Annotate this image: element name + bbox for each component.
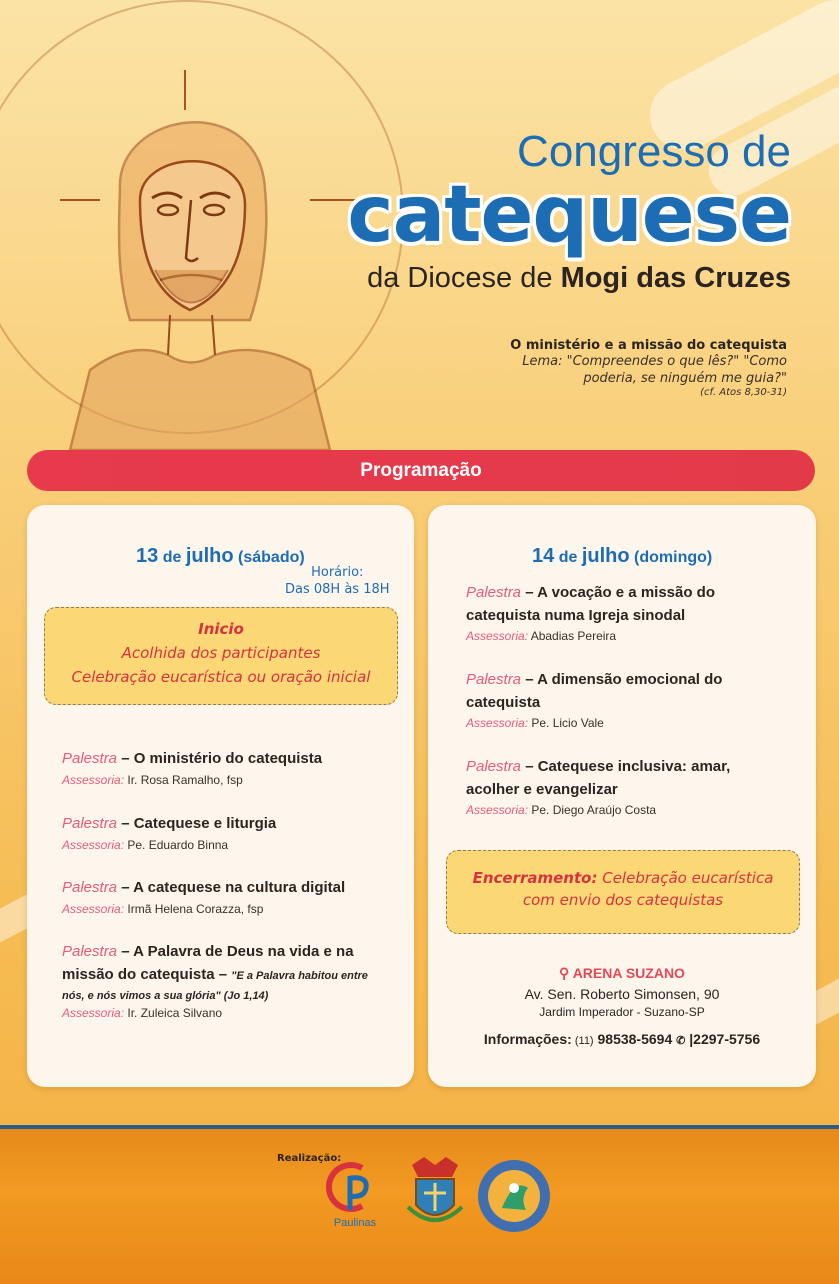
jesus-illustration [60,70,380,450]
talk-title-b: missão do catequista – [62,965,232,983]
talk-title: – A catequese na cultura digital [117,879,346,896]
opening-line-2: Celebração eucarística ou oração inicial [71,668,371,686]
theme-block [487,338,787,399]
title-line-1: Congresso de [517,127,791,176]
title-line-3-bold: Mogi das Cruzes [560,262,791,294]
advisor-name: Abadias Pereira [528,629,617,643]
talk-label: Palestra [62,750,118,767]
talk-quote-b: nós, e nós vimos a sua glória" (Jo 1,14) [62,990,269,1002]
talk-item [62,941,407,1022]
talk-item [62,813,402,854]
schedule-label: Horário: [311,565,364,580]
talk-title-b: acolher e evangelizar [466,780,618,798]
talk-item [466,582,806,645]
title-line-3 [347,262,791,295]
advisor-name: Pe. Licio Vale [528,716,604,730]
advisor-name: Ir. Zuleica Silvano [124,1006,223,1020]
advisor-label: Assessoria: [62,901,125,916]
program-banner: Programação [27,450,815,491]
talk-title: – O ministério do catequista [117,750,323,767]
catechesis-commission-seal [476,1158,552,1234]
talk-quote-a: "E a Palavra habitou entre [231,969,368,982]
day1-weekday: (sábado) [233,549,305,566]
closing-label: Encerramento: [472,869,598,887]
motto-line-2: poderia, se ninguém me guia?" [583,370,787,386]
day1-heading [136,545,305,568]
info-ddd: (11) [571,1035,594,1047]
talk-label: Palestra [62,879,118,896]
day2-weekday: (domingo) [629,549,713,566]
title-line-2: catequese [347,170,791,260]
contact-info [428,1031,816,1047]
talk-item [62,877,402,918]
advisor-name: Ir. Rosa Ramalho, fsp [124,772,243,787]
theme-title: O ministério e a missão do catequista [510,338,787,353]
location-pin-icon: ⚲ [559,965,570,981]
organizers-label: Realização: [277,1153,342,1164]
info-phone-2[interactable]: 2297-5756 [693,1031,761,1047]
opening-line-1: Acolhida dos participantes [121,644,321,662]
talk-label: Palestra [466,584,522,601]
advisor-label: Assessoria: [62,1006,125,1020]
day2-de: de [554,549,582,566]
venue-name: ARENA SUZANO [572,965,685,981]
talk-label: Palestra [466,758,522,775]
talk-title-a: – Catequese inclusiva: amar, [521,758,731,775]
closing-text-1: Celebração eucarística [597,869,774,887]
day2-heading [532,545,712,568]
advisor-name: Pe. Eduardo Binna [124,837,229,852]
advisor-label: Assessoria: [466,629,529,643]
closing-text-2: com envio dos catequistas [522,891,724,909]
advisor-label: Assessoria: [466,803,529,817]
paulinas-text: Paulinas [333,1217,377,1229]
talk-item [62,748,402,789]
venue-block [428,965,816,1047]
day2-month: julho [581,545,630,567]
whatsapp-icon: ✆ [676,1035,686,1047]
talk-title-a: – A Palavra de Deus na vida e na [117,943,354,960]
talk-title-b: catequista [466,693,541,711]
advisor-name: Irmã Helena Corazza, fsp [124,901,264,916]
talk-item [466,669,806,732]
schedule-value: Das 08H às 18H [285,581,390,597]
paulinas-logo [322,1160,388,1230]
schedule-note [285,565,390,599]
advisor-label: Assessoria: [62,772,125,787]
motto-line-1: Lema: "Compreendes o que lês?" "Como [522,354,787,370]
diocese-coat-of-arms [404,1155,466,1235]
opening-box [44,607,398,705]
info-phone-1[interactable]: 98538-5694 [597,1031,673,1047]
talk-title: – Catequese e liturgia [117,815,277,832]
venue-address: Av. Sen. Roberto Simonsen, 90 [524,986,720,1002]
event-title [347,127,791,295]
closing-box [446,850,800,934]
talk-title-a: – A vocação e a missão do [521,584,716,601]
talk-label: Palestra [466,671,522,688]
talk-item [466,756,806,819]
day2-number: 14 [532,545,555,567]
advisor-name: Pe. Diego Araújo Costa [528,803,657,817]
day1-number: 13 [136,545,159,567]
advisor-label: Assessoria: [466,716,529,730]
talk-title-a: – A dimensão emocional do [521,671,723,688]
talk-title-b: catequista numa Igreja sinodal [466,606,686,624]
venue-district: Jardim Imperador - Suzano-SP [539,1005,705,1019]
info-label: Informações: [483,1031,572,1047]
advisor-label: Assessoria: [62,837,125,852]
bible-reference: (cf. Atos 8,30-31) [700,386,787,398]
separator: | [689,1031,694,1047]
title-line-3-prefix: da Diocese de [367,262,553,294]
opening-title: Inicio [198,620,244,638]
day1-de: de [158,549,186,566]
talk-label: Palestra [62,815,118,832]
day1-month: julho [185,545,234,567]
talk-label: Palestra [62,943,118,960]
